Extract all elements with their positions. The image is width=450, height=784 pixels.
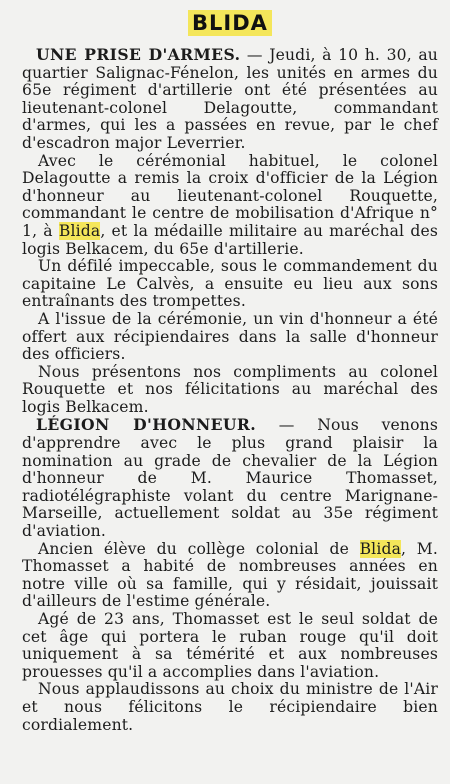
article-text: Un défilé impeccable, sous le commandement du capitaine Le Calvès, a ensuite eu lieu aux sons entraînants des trompettes. — [22, 257, 438, 311]
article-text: , M. Thomasset a habité de nombreuses années en notre ville où sa famille, qui y résidait, jouissait d'ailleurs de l'estime générale. — [22, 539, 438, 611]
highlighted-keyword: Blida — [58, 221, 101, 240]
title-row — [22, 10, 438, 36]
article-paragraph — [22, 364, 438, 417]
article-text: , et la médaille militaire au maréchal des logis Belkacem, du 65e d'artillerie. — [22, 221, 438, 258]
article-lead: UNE PRISE D'ARMES. — [36, 45, 241, 64]
article-paragraph — [22, 681, 438, 734]
article-paragraph — [22, 311, 438, 364]
article-text: Nous applaudissons au choix du ministre de l'Air et nous félicitons le récipiendaire bien cordialement. — [22, 680, 438, 734]
article-paragraph — [22, 416, 438, 540]
article-text: A l'issue de la cérémonie, un vin d'honneur a été offert aux récipiendaires dans la salle d'honneur des officiers. — [22, 309, 438, 364]
article-paragraph — [22, 541, 438, 611]
highlighted-keyword: Blida — [359, 539, 402, 558]
article-text: Ancien élève du collège colonial de — [38, 539, 360, 558]
article-lead: LÉGION D'HONNEUR. — [36, 415, 257, 435]
article-text: Agé de 23 ans, Thomasset est le seul soldat de cet âge qui portera le ruban rouge qu'il doit uniquement à sa témérité et aux nombreuses prouesses qu'il a accomplies dans l'aviation. — [22, 610, 438, 681]
article-paragraph — [22, 46, 438, 153]
article-text: Nous présentons nos compliments au colonel Rouquette et nos félicitations au maréchal des logis Belkacem. — [22, 362, 438, 416]
article-paragraph — [22, 611, 438, 681]
article-paragraph — [22, 153, 438, 259]
article-text: — Nous venons d'apprendre avec le plus grand plaisir la nomination au grade de chevalier de la Légion d'honneur de M. Maurice Thomasset, radiotélégraphiste volant du centre Marignane-Marseille, actuellement soldat au 35e régiment d'aviation. — [22, 416, 438, 541]
page-title: BLIDA — [188, 10, 272, 36]
article-prise-d-armes — [22, 46, 438, 416]
article-legion-d-honneur — [22, 416, 438, 734]
article-text: Avec le cérémonial habituel, le colonel Delagoutte a remis la croix d'officier de la Légion d'honneur au lieutenant-colonel Rouquette, commandant le centre de mobilisation d'Afrique n° 1, à — [22, 151, 438, 240]
article-paragraph — [22, 258, 438, 311]
article-text: — Jeudi, à 10 h. 30, au quartier Salignac-Fénelon, les unités en armes du 65e régiment d'artillerie ont été présentées au lieutenant-colonel Delagoutte, commandant d'armes, qui les a passées en revue, par le chef d'escadron major Leverrier. — [22, 46, 438, 152]
